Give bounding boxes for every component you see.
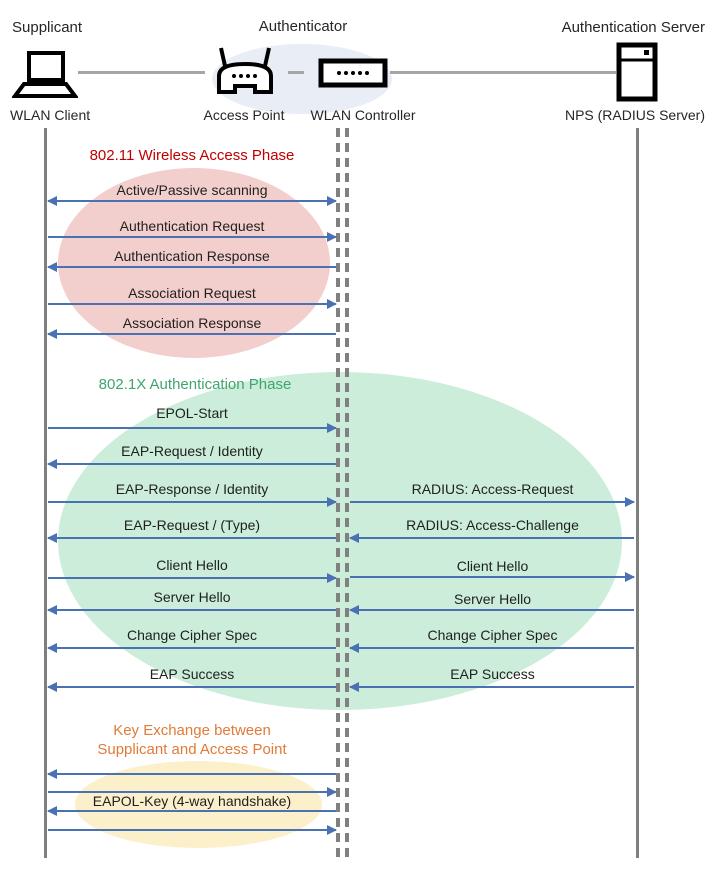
arrowhead-left [47, 459, 57, 469]
connector-controller-server [390, 71, 616, 74]
arrow-eapol-key-3 [48, 810, 336, 812]
msg-server-hello-left: Server Hello [153, 589, 231, 605]
msg-authentication-request: Authentication Request [119, 218, 265, 234]
msg-eap-request-identity: EAP-Request / Identity [121, 443, 263, 459]
laptop-icon [12, 50, 78, 100]
arrowhead-left [47, 643, 57, 653]
arrowhead-right [625, 497, 635, 507]
msg-authentication-response: Authentication Response [114, 248, 270, 264]
arrow-server-hello-left [48, 609, 336, 611]
device-wlan-controller-label: WLAN Controller [310, 107, 416, 123]
server-icon [616, 42, 658, 102]
arrow-authentication-response [48, 266, 336, 268]
msg-eap-success-right: EAP Success [450, 666, 535, 682]
msg-change-cipher-spec-left: Change Cipher Spec [127, 627, 257, 643]
arrow-server-hello-right [350, 609, 634, 611]
arrow-active-passive-scanning [48, 200, 336, 202]
msg-client-hello-right: Client Hello [456, 558, 529, 574]
arrowhead-right [327, 573, 337, 583]
msg-radius-access-request: RADIUS: Access-Request [411, 481, 574, 497]
msg-association-response: Association Response [122, 315, 262, 331]
arrow-eapol-key-1 [48, 773, 336, 775]
arrowhead-left [349, 682, 359, 692]
role-supplicant-label: Supplicant [12, 19, 83, 36]
lifeline-nps-server [636, 128, 639, 858]
arrow-eap-success-left [48, 686, 336, 688]
arrowhead-left [349, 643, 359, 653]
arrowhead-right [327, 497, 337, 507]
arrow-association-response [48, 333, 336, 335]
arrowhead-left [47, 769, 57, 779]
msg-client-hello-left: Client Hello [156, 557, 228, 573]
arrowhead-left [47, 605, 57, 615]
phase1-title: 802.11 Wireless Access Phase [89, 147, 295, 164]
connector-client-ap [78, 71, 205, 74]
role-authentication-server-label: Authentication Server [561, 19, 705, 36]
msg-epol-start: EPOL-Start [156, 405, 228, 421]
arrow-eap-request-identity [48, 463, 336, 465]
arrow-epol-start [48, 427, 336, 429]
lifeline-wlan-controller [345, 128, 349, 858]
msg-active-passive-scanning: Active/Passive scanning [116, 182, 268, 198]
phase3-title [47, 721, 337, 759]
phase2-title: 802.1X Authentication Phase [98, 376, 292, 393]
role-authenticator-label: Authenticator [258, 18, 348, 35]
msg-eapol-key-handshake: EAPOL-Key (4-way handshake) [92, 793, 292, 809]
arrowhead-right [327, 825, 337, 835]
phase2-ellipse [58, 372, 622, 710]
msg-eap-success-left: EAP Success [149, 666, 235, 682]
arrow-eap-request-type [48, 537, 336, 539]
arrow-association-request [48, 303, 336, 305]
arrow-radius-access-request [350, 501, 634, 503]
arrowhead-left [47, 533, 57, 543]
msg-server-hello-right: Server Hello [453, 591, 532, 607]
arrow-change-cipher-spec-left [48, 647, 336, 649]
arrow-eap-response-identity [48, 501, 336, 503]
phase3-title-line2: Supplicant and Access Point [97, 741, 287, 758]
device-access-point-label: Access Point [203, 107, 285, 123]
arrowhead-right [327, 423, 337, 433]
arrow-client-hello-left [48, 577, 336, 579]
arrow-client-hello-right [350, 576, 634, 578]
arrow-radius-access-challenge [350, 537, 634, 539]
access-point-icon [213, 46, 277, 98]
wlan-controller-icon [318, 58, 388, 88]
arrow-eap-success-right [350, 686, 634, 688]
arrowhead-left [47, 682, 57, 692]
msg-eap-response-identity: EAP-Response / Identity [115, 481, 269, 497]
msg-association-request: Association Request [128, 285, 256, 301]
arrow-change-cipher-spec-right [350, 647, 634, 649]
connector-ap-controller [288, 71, 304, 74]
msg-change-cipher-spec-right: Change Cipher Spec [427, 627, 558, 643]
arrow-authentication-request [48, 236, 336, 238]
arrow-eapol-key-4 [48, 829, 336, 831]
msg-radius-access-challenge: RADIUS: Access-Challenge [406, 517, 579, 533]
device-wlan-client-label: WLAN Client [10, 107, 91, 123]
arrowhead-left [349, 533, 359, 543]
device-nps-label: NPS (RADIUS Server) [564, 107, 705, 123]
msg-eap-request-type: EAP-Request / (Type) [123, 517, 261, 533]
phase3-title-line1: Key Exchange between [113, 722, 271, 739]
